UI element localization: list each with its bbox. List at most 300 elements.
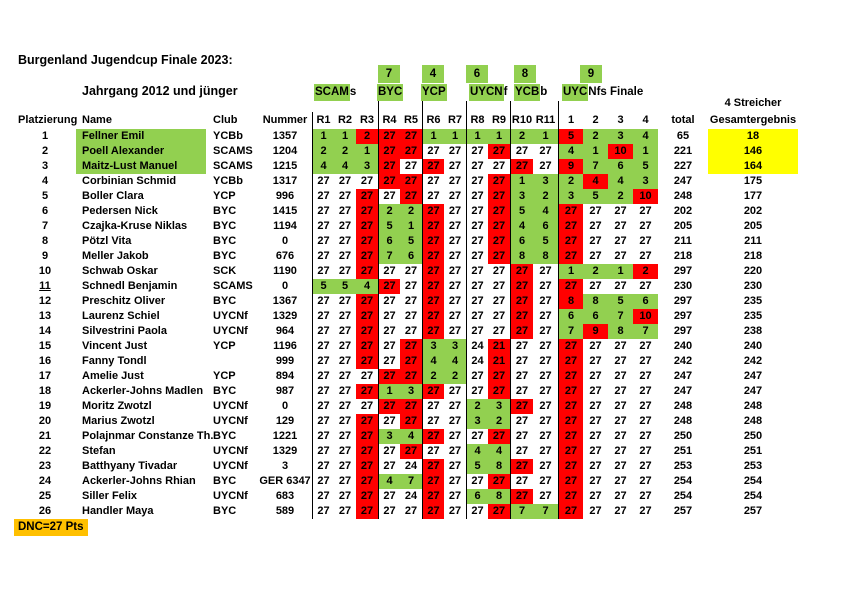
cell-total: 297 bbox=[673, 265, 693, 277]
cell-race: 27 bbox=[510, 294, 533, 309]
cell-race: 27 bbox=[312, 174, 334, 189]
cell-platzierung: 21 bbox=[38, 430, 52, 442]
group-label-uycnf bbox=[469, 84, 507, 101]
group-label-scams-rest: s bbox=[349, 86, 357, 98]
cell-race: 27 bbox=[338, 325, 352, 337]
cell-race: 27 bbox=[558, 399, 583, 414]
cell-race: 27 bbox=[539, 265, 552, 277]
cell-race: 27 bbox=[338, 235, 352, 247]
cell-race: 27 bbox=[422, 219, 444, 234]
cell-nummer: 1204 bbox=[272, 145, 298, 157]
cell-race: 2 bbox=[488, 414, 510, 429]
cell-club: UYCNf bbox=[213, 490, 248, 502]
cell-name: Polajnmar Constanze Th. bbox=[82, 430, 214, 442]
cell-race: 27 bbox=[312, 324, 334, 339]
cell-race: 9 bbox=[558, 159, 583, 174]
cell-name: Czajka-Kruse Niklas bbox=[82, 220, 188, 232]
table-row bbox=[14, 474, 798, 489]
cell-race: 27 bbox=[539, 310, 552, 322]
cell-race: 27 bbox=[448, 445, 462, 457]
cell-race: 27 bbox=[448, 460, 462, 472]
cell-gesamt: 247 bbox=[743, 385, 763, 397]
cell-club: SCK bbox=[213, 265, 237, 277]
group-label-uycnfs-finale bbox=[562, 84, 643, 101]
cell-race: 10 bbox=[633, 309, 658, 324]
cell-total: 218 bbox=[673, 250, 693, 262]
cell-race: 3 bbox=[378, 429, 400, 444]
cell-race: 27 bbox=[558, 354, 583, 369]
cell-race: 27 bbox=[400, 414, 422, 429]
table-body bbox=[14, 129, 798, 519]
cell-race: 2 bbox=[510, 129, 533, 144]
cell-race: 27 bbox=[356, 384, 378, 399]
cell-race: 27 bbox=[614, 445, 627, 457]
cell-race: 27 bbox=[589, 445, 602, 457]
column-divider bbox=[378, 101, 379, 112]
table-row bbox=[14, 459, 798, 474]
cell-race: 7 bbox=[583, 159, 608, 174]
cell-total: 202 bbox=[673, 205, 693, 217]
cell-race: 27 bbox=[614, 340, 627, 352]
cell-platzierung: 6 bbox=[41, 205, 49, 217]
cell-race: 27 bbox=[356, 354, 378, 369]
cell-race: 27 bbox=[312, 444, 334, 459]
cell-race: 27 bbox=[492, 160, 506, 172]
cell-name: Boller Clara bbox=[82, 190, 144, 202]
header-finale-4: 4 bbox=[642, 114, 649, 126]
cell-race: 8 bbox=[583, 294, 608, 309]
cell-race: 27 bbox=[338, 220, 352, 232]
cell-race: 27 bbox=[400, 399, 422, 414]
cell-race: 2 bbox=[444, 369, 466, 384]
group-label-scams bbox=[314, 84, 356, 101]
cell-race: 27 bbox=[614, 220, 627, 232]
cell-nummer: 1367 bbox=[272, 295, 298, 307]
cell-race: 27 bbox=[614, 400, 627, 412]
cell-race: 27 bbox=[466, 204, 488, 219]
cell-race: 6 bbox=[558, 309, 583, 324]
cell-name: Siller Felix bbox=[82, 490, 138, 502]
cell-race: 27 bbox=[378, 129, 400, 144]
cell-nummer: 987 bbox=[275, 385, 295, 397]
cell-race: 2 bbox=[633, 264, 658, 279]
header-platzierung: Platzierung bbox=[18, 114, 78, 126]
cell-race: 27 bbox=[400, 354, 422, 369]
cell-race: 27 bbox=[448, 415, 462, 427]
cell-nummer: 996 bbox=[275, 190, 295, 202]
cell-race: 27 bbox=[466, 144, 488, 159]
group-label-uycnf-rest: f bbox=[503, 86, 508, 98]
cell-race: 4 bbox=[608, 174, 633, 189]
cell-race: 2 bbox=[558, 174, 583, 189]
cell-race: 4 bbox=[378, 474, 400, 489]
cell-race: 8 bbox=[488, 459, 510, 474]
cell-gesamt: 235 bbox=[743, 295, 763, 307]
cell-race: 27 bbox=[312, 489, 334, 504]
cell-race: 27 bbox=[639, 505, 652, 517]
cell-race: 27 bbox=[466, 174, 488, 189]
cell-platzierung: 17 bbox=[38, 370, 52, 382]
age-group-label: Jahrgang 2012 und jünger bbox=[82, 84, 238, 98]
streicher-header-line2: Gesamtergebnis bbox=[709, 114, 797, 126]
cell-race: 27 bbox=[639, 445, 652, 457]
table-row bbox=[14, 489, 798, 504]
cell-race: 27 bbox=[539, 145, 552, 157]
cell-nummer: 0 bbox=[281, 235, 289, 247]
group-label-ycbb bbox=[514, 84, 547, 101]
cell-race: 27 bbox=[422, 174, 444, 189]
cell-race: 27 bbox=[312, 369, 334, 384]
cell-race: 27 bbox=[400, 444, 422, 459]
cell-platzierung: 16 bbox=[38, 355, 52, 367]
cell-race: 6 bbox=[378, 234, 400, 249]
cell-name: Schwab Oskar bbox=[82, 265, 158, 277]
cell-race: 27 bbox=[378, 354, 400, 369]
cell-name: Pedersen Nick bbox=[82, 205, 158, 217]
cell-club: BYC bbox=[213, 220, 237, 232]
cell-race: 3 bbox=[608, 129, 633, 144]
cell-race: 27 bbox=[510, 444, 533, 459]
cell-race: 27 bbox=[539, 460, 552, 472]
cell-race: 27 bbox=[356, 504, 378, 519]
cell-race: 7 bbox=[400, 474, 422, 489]
cell-total: 254 bbox=[673, 490, 693, 502]
cell-race: 27 bbox=[404, 280, 418, 292]
group-label-ycp bbox=[421, 84, 447, 101]
cell-race: 4 bbox=[356, 279, 378, 294]
cell-gesamt: 175 bbox=[743, 175, 763, 187]
cell-race: 27 bbox=[539, 445, 552, 457]
cell-race: 21 bbox=[488, 354, 510, 369]
cell-race: 3 bbox=[510, 189, 533, 204]
cell-race: 27 bbox=[558, 444, 583, 459]
table-row bbox=[14, 264, 798, 279]
cell-race: 27 bbox=[466, 219, 488, 234]
header-r9: R9 bbox=[491, 114, 507, 126]
cell-club: BYC bbox=[213, 205, 237, 217]
table-row bbox=[14, 504, 798, 519]
cell-platzierung: 22 bbox=[38, 445, 52, 457]
table-row bbox=[14, 369, 798, 384]
cell-platzierung: 26 bbox=[38, 505, 52, 517]
cell-race: 27 bbox=[589, 250, 602, 262]
cell-race: 27 bbox=[466, 384, 488, 399]
cell-nummer: 999 bbox=[275, 355, 295, 367]
cell-club: BYC bbox=[213, 505, 237, 517]
column-divider bbox=[422, 101, 423, 112]
cell-race: 27 bbox=[448, 265, 462, 277]
cell-race: 27 bbox=[338, 175, 352, 187]
cell-race: 27 bbox=[312, 354, 334, 369]
cell-race: 27 bbox=[639, 340, 652, 352]
cell-race: 9 bbox=[583, 324, 608, 339]
group-label-scams-highlight: SCAM bbox=[314, 84, 350, 101]
cell-race: 3 bbox=[633, 174, 658, 189]
table-row bbox=[14, 174, 798, 189]
cell-platzierung: 19 bbox=[38, 400, 52, 412]
cell-race: 27 bbox=[639, 475, 652, 487]
cell-race: 27 bbox=[312, 339, 334, 354]
cell-club: UYCNf bbox=[213, 400, 248, 412]
cell-race: 2 bbox=[378, 204, 400, 219]
cell-race: 27 bbox=[589, 370, 602, 382]
cell-race: 2 bbox=[400, 204, 422, 219]
cell-race: 27 bbox=[558, 459, 583, 474]
cell-race: 27 bbox=[510, 414, 533, 429]
cell-race: 27 bbox=[492, 295, 506, 307]
header-name: Name bbox=[82, 114, 112, 126]
cell-race: 27 bbox=[589, 400, 602, 412]
cell-nummer: 1190 bbox=[273, 265, 297, 277]
cell-race: 6 bbox=[608, 159, 633, 174]
cell-gesamt: 254 bbox=[743, 490, 763, 502]
cell-race: 27 bbox=[422, 189, 444, 204]
cell-race: 27 bbox=[448, 145, 462, 157]
group-count-byc: 7 bbox=[378, 65, 400, 83]
cell-platzierung: 18 bbox=[38, 385, 52, 397]
cell-race: 1 bbox=[510, 174, 533, 189]
cell-name: Ackerler-Johns Rhian bbox=[82, 475, 196, 487]
cell-total: 257 bbox=[673, 505, 693, 517]
cell-race: 27 bbox=[614, 460, 627, 472]
cell-gesamt: 220 bbox=[743, 265, 763, 277]
cell-race: 27 bbox=[639, 355, 652, 367]
cell-name: Fanny Tondl bbox=[82, 355, 147, 367]
table-row bbox=[14, 144, 798, 159]
cell-race: 27 bbox=[448, 220, 462, 232]
cell-race: 27 bbox=[510, 369, 533, 384]
cell-race: 27 bbox=[589, 355, 602, 367]
cell-race: 27 bbox=[338, 430, 352, 442]
cell-race: 27 bbox=[466, 324, 488, 339]
cell-race: 1 bbox=[488, 129, 510, 144]
column-divider bbox=[466, 101, 467, 112]
cell-race: 3 bbox=[422, 339, 444, 354]
cell-platzierung: 10 bbox=[38, 265, 52, 277]
cell-gesamt: 247 bbox=[743, 370, 763, 382]
header-finale-2: 2 bbox=[592, 114, 599, 126]
cell-race: 27 bbox=[558, 219, 583, 234]
cell-platzierung: 13 bbox=[38, 310, 52, 322]
cell-race: 27 bbox=[404, 310, 418, 322]
cell-race: 27 bbox=[539, 490, 552, 502]
cell-nummer: 964 bbox=[275, 325, 295, 337]
cell-race: 27 bbox=[448, 325, 462, 337]
cell-race: 27 bbox=[639, 400, 652, 412]
cell-race: 27 bbox=[378, 279, 400, 294]
cell-race: 27 bbox=[422, 429, 444, 444]
cell-platzierung: 14 bbox=[38, 325, 52, 337]
cell-race: 27 bbox=[448, 205, 462, 217]
cell-race: 27 bbox=[422, 294, 444, 309]
group-label-ycp-highlight: YCP bbox=[421, 84, 447, 101]
cell-race: 27 bbox=[422, 234, 444, 249]
cell-race: 27 bbox=[466, 234, 488, 249]
cell-race: 27 bbox=[356, 294, 378, 309]
cell-race: 27 bbox=[510, 309, 533, 324]
cell-race: 27 bbox=[539, 280, 552, 292]
cell-race: 27 bbox=[312, 234, 334, 249]
cell-race: 27 bbox=[639, 205, 652, 217]
cell-race: 27 bbox=[466, 429, 488, 444]
cell-gesamt: 202 bbox=[743, 205, 763, 217]
cell-nummer: 3 bbox=[281, 460, 289, 472]
cell-race: 27 bbox=[639, 385, 652, 397]
cell-race: 7 bbox=[558, 324, 583, 339]
cell-race: 27 bbox=[422, 204, 444, 219]
cell-race: 3 bbox=[558, 189, 583, 204]
group-label-uycnf-highlight: UYCN bbox=[469, 84, 504, 101]
cell-race: 2 bbox=[583, 129, 608, 144]
cell-race: 4 bbox=[422, 354, 444, 369]
cell-race: 27 bbox=[378, 399, 400, 414]
cell-total: 211 bbox=[674, 235, 692, 247]
cell-name: Silvestrini Paola bbox=[82, 325, 167, 337]
cell-race: 27 bbox=[614, 415, 627, 427]
cell-race: 27 bbox=[378, 159, 400, 174]
cell-total: 65 bbox=[676, 130, 690, 142]
cell-name: Maitz-Lust Manuel bbox=[76, 159, 206, 174]
cell-race: 27 bbox=[614, 205, 627, 217]
cell-race: 27 bbox=[558, 249, 583, 264]
cell-race: 24 bbox=[466, 354, 488, 369]
cell-race: 10 bbox=[608, 144, 633, 159]
cell-race: 4 bbox=[583, 174, 608, 189]
cell-race: 27 bbox=[312, 474, 334, 489]
cell-race: 27 bbox=[338, 475, 352, 487]
cell-race: 27 bbox=[614, 430, 627, 442]
cell-nummer: 1357 bbox=[272, 130, 298, 142]
cell-race: 24 bbox=[404, 460, 418, 472]
cell-race: 27 bbox=[558, 504, 583, 519]
cell-race: 1 bbox=[533, 129, 558, 144]
cell-race: 3 bbox=[466, 414, 488, 429]
cell-race: 27 bbox=[558, 204, 583, 219]
cell-race: 27 bbox=[312, 204, 334, 219]
cell-race: 27 bbox=[488, 504, 510, 519]
group-label-ycbb-rest: b bbox=[540, 86, 548, 98]
dnc-note: DNC=27 Pts bbox=[14, 519, 88, 536]
cell-race: 27 bbox=[488, 249, 510, 264]
group-count-ycbb: 8 bbox=[514, 65, 536, 83]
cell-race: 27 bbox=[488, 174, 510, 189]
cell-race: 27 bbox=[639, 430, 652, 442]
cell-race: 1 bbox=[444, 129, 466, 144]
cell-race: 27 bbox=[448, 385, 462, 397]
table-row bbox=[14, 204, 798, 219]
cell-race: 27 bbox=[448, 475, 462, 487]
cell-total: 221 bbox=[673, 145, 693, 157]
cell-race: 27 bbox=[558, 369, 583, 384]
cell-gesamt: 177 bbox=[743, 190, 763, 202]
cell-race: 27 bbox=[422, 309, 444, 324]
cell-club: SCAMS bbox=[213, 145, 253, 157]
cell-race: 27 bbox=[422, 414, 444, 429]
cell-race: 1 bbox=[334, 129, 356, 144]
cell-name: Fellner Emil bbox=[76, 129, 206, 144]
cell-race: 27 bbox=[492, 265, 506, 277]
cell-race: 8 bbox=[558, 294, 583, 309]
cell-race: 27 bbox=[312, 384, 334, 399]
cell-club: SCAMS bbox=[213, 280, 253, 292]
cell-total: 250 bbox=[673, 430, 693, 442]
group-count-ycp: 4 bbox=[422, 65, 444, 83]
cell-race: 27 bbox=[510, 459, 533, 474]
cell-race: 27 bbox=[510, 399, 533, 414]
cell-race: 27 bbox=[466, 474, 488, 489]
cell-race: 27 bbox=[338, 490, 352, 502]
cell-race: 27 bbox=[312, 414, 334, 429]
cell-name: Poell Alexander bbox=[76, 144, 206, 159]
cell-race: 27 bbox=[356, 459, 378, 474]
cell-race: 27 bbox=[614, 505, 627, 517]
cell-race: 27 bbox=[338, 385, 352, 397]
cell-race: 5 bbox=[312, 279, 334, 294]
table-row bbox=[14, 354, 798, 369]
cell-race: 27 bbox=[338, 250, 352, 262]
cell-race: 1 bbox=[312, 129, 334, 144]
cell-nummer: 683 bbox=[275, 490, 295, 502]
cell-race: 27 bbox=[466, 294, 488, 309]
cell-total: 297 bbox=[673, 295, 693, 307]
header-r6: R6 bbox=[422, 112, 444, 129]
cell-name: Handler Maya bbox=[82, 505, 154, 517]
cell-race: 1 bbox=[608, 264, 633, 279]
cell-platzierung: 3 bbox=[41, 160, 49, 172]
cell-race: 27 bbox=[422, 474, 444, 489]
cell-race: 27 bbox=[378, 504, 400, 519]
cell-race: 27 bbox=[539, 355, 552, 367]
cell-race: 2 bbox=[334, 144, 356, 159]
cell-gesamt: 242 bbox=[743, 355, 763, 367]
table-row bbox=[14, 234, 798, 249]
cell-race: 27 bbox=[448, 160, 462, 172]
cell-club: BYC bbox=[213, 385, 237, 397]
cell-race: 27 bbox=[338, 505, 352, 517]
cell-race: 27 bbox=[448, 490, 462, 502]
cell-race: 27 bbox=[510, 354, 533, 369]
cell-race: 27 bbox=[448, 190, 462, 202]
cell-race: 27 bbox=[466, 309, 488, 324]
cell-race: 8 bbox=[488, 489, 510, 504]
cell-race: 27 bbox=[422, 459, 444, 474]
cell-race: 27 bbox=[614, 355, 627, 367]
header-r7: R7 bbox=[447, 114, 463, 126]
cell-race: 27 bbox=[639, 235, 652, 247]
cell-race: 27 bbox=[448, 400, 462, 412]
cell-race: 5 bbox=[533, 234, 558, 249]
cell-name: Stefan bbox=[82, 445, 116, 457]
table-row bbox=[14, 399, 798, 414]
header-r5: R5 bbox=[403, 114, 419, 126]
cell-race: 27 bbox=[614, 235, 627, 247]
cell-race: 27 bbox=[589, 490, 602, 502]
cell-name: Ackerler-Johns Madlen bbox=[82, 385, 204, 397]
cell-gesamt: 251 bbox=[743, 445, 763, 457]
cell-race: 5 bbox=[583, 189, 608, 204]
cell-race: 6 bbox=[633, 294, 658, 309]
cell-race: 27 bbox=[639, 370, 652, 382]
cell-name: Amelie Just bbox=[82, 370, 144, 382]
cell-club bbox=[206, 354, 258, 369]
cell-race: 27 bbox=[338, 400, 352, 412]
cell-gesamt: 18 bbox=[708, 129, 798, 144]
cell-race: 27 bbox=[338, 205, 352, 217]
cell-nummer: 129 bbox=[275, 415, 295, 427]
cell-total: 242 bbox=[673, 355, 693, 367]
cell-race: 27 bbox=[614, 490, 627, 502]
cell-race: 27 bbox=[510, 159, 533, 174]
